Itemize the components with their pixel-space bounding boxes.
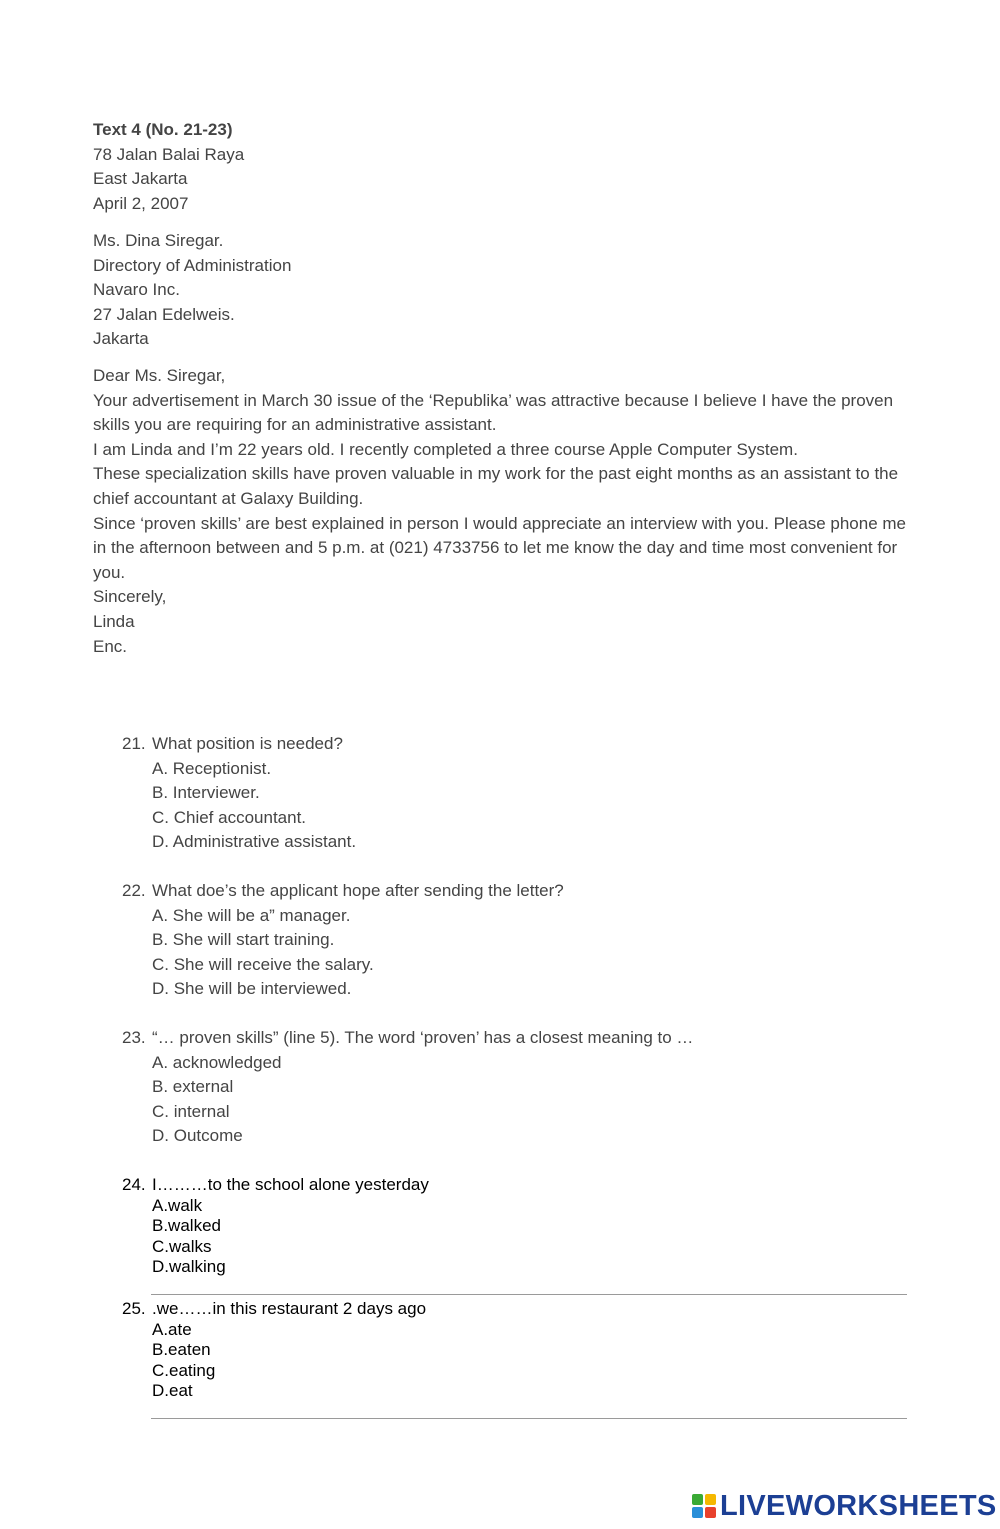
answer-option[interactable]: A.ate: [152, 1319, 192, 1339]
answer-option[interactable]: D.eat: [152, 1381, 193, 1401]
answer-option[interactable]: C.walks: [152, 1236, 212, 1256]
letter-paragraph: I am Linda and I’m 22 years old. I recently completed a three course Apple Computer System.: [93, 439, 798, 459]
logo-tile-red: [705, 1507, 716, 1518]
recipient-line: Navaro Inc.: [93, 280, 180, 300]
divider-line: [151, 1294, 907, 1295]
answer-option[interactable]: D.walking: [152, 1257, 226, 1277]
letter-paragraph: Your advertisement in March 30 issue of the ‘Republika’ was attractive because I believe I have the proven skills you are requiring for an administrative assistant.: [93, 390, 894, 435]
question-number: 21.: [122, 734, 146, 753]
question-24: [122, 1175, 429, 1278]
answer-option[interactable]: A. She will be a” manager.: [152, 905, 351, 925]
answer-option[interactable]: C. She will receive the salary.: [152, 954, 374, 974]
question-text: .we……in this restaurant 2 days ago: [152, 1299, 427, 1318]
enclosure: Enc.: [93, 636, 128, 656]
recipient-line: Jakarta: [93, 329, 149, 349]
question-text: What position is needed?: [152, 734, 343, 753]
letter-date: April 2, 2007: [93, 193, 189, 213]
logo-text: LIVEWORKSHEETS: [720, 1489, 997, 1522]
answer-option[interactable]: A. Receptionist.: [152, 758, 272, 778]
salutation: Dear Ms. Siregar,: [93, 366, 226, 385]
letter-paragraph: in the afternoon between and 5 p.m. at (021) 4733756 to let me know the day and time most convenient for you.: [93, 538, 898, 582]
question-text: “… proven skills” (line 5). The word ‘proven’ has a closest meaning to …: [152, 1028, 694, 1047]
answer-option[interactable]: B.eaten: [152, 1340, 211, 1360]
logo-tile-green: [692, 1494, 703, 1505]
answer-option[interactable]: D. She will be interviewed.: [152, 979, 352, 999]
sender-address-line: East Jakarta: [93, 169, 188, 189]
answer-option[interactable]: D. Outcome: [152, 1126, 243, 1146]
recipient-line: Ms. Dina Siregar.: [93, 231, 224, 250]
answer-option[interactable]: B. She will start training.: [152, 930, 335, 950]
letter-heading: [93, 118, 244, 216]
answer-option[interactable]: B. external: [152, 1077, 234, 1097]
question-number: 23.: [122, 1028, 146, 1047]
question-number: 22.: [122, 881, 146, 900]
answer-option[interactable]: B. Interviewer.: [152, 783, 260, 803]
liveworksheets-logo: [692, 1490, 997, 1522]
question-text: I………to the school alone yesterday: [152, 1175, 429, 1194]
recipient-line: 27 Jalan Edelweis.: [93, 304, 235, 324]
divider-line: [151, 1418, 907, 1419]
closing: Sincerely,: [93, 587, 167, 607]
recipient-line: Directory of Administration: [93, 255, 292, 275]
recipient-address: [93, 229, 291, 352]
answer-option[interactable]: A. acknowledged: [152, 1052, 282, 1072]
liveworksheets-tiles-icon: [692, 1494, 716, 1518]
signature: Linda: [93, 611, 135, 631]
question-23: [122, 1026, 693, 1149]
answer-option[interactable]: D. Administrative assistant.: [152, 832, 357, 852]
answer-option[interactable]: C.eating: [152, 1360, 216, 1380]
logo-tile-yellow: [705, 1494, 716, 1505]
letter-paragraph: These specialization skills have proven valuable in my work for the past eight months as an assistant to the chief accountant at Galaxy Building.: [93, 464, 899, 508]
question-number: 25.: [122, 1299, 146, 1318]
question-22: [122, 879, 564, 1002]
letter-body: [93, 364, 908, 659]
question-25: [122, 1299, 426, 1402]
question-number: 24.: [122, 1175, 146, 1194]
letter-paragraph: Since ‘proven skills’ are best explained in person I would appreciate an interview with you. Please phone me: [93, 513, 906, 533]
question-text: What doe’s the applicant hope after sending the letter?: [152, 881, 564, 900]
answer-option[interactable]: C. Chief accountant.: [152, 807, 307, 827]
answer-option[interactable]: B.walked: [152, 1216, 221, 1236]
section-title: Text 4 (No. 21-23): [93, 120, 233, 139]
logo-tile-blue: [692, 1507, 703, 1518]
answer-option[interactable]: A.walk: [152, 1195, 203, 1215]
answer-option[interactable]: C. internal: [152, 1101, 230, 1121]
question-21: [122, 732, 356, 855]
sender-address-line: 78 Jalan Balai Raya: [93, 144, 245, 164]
